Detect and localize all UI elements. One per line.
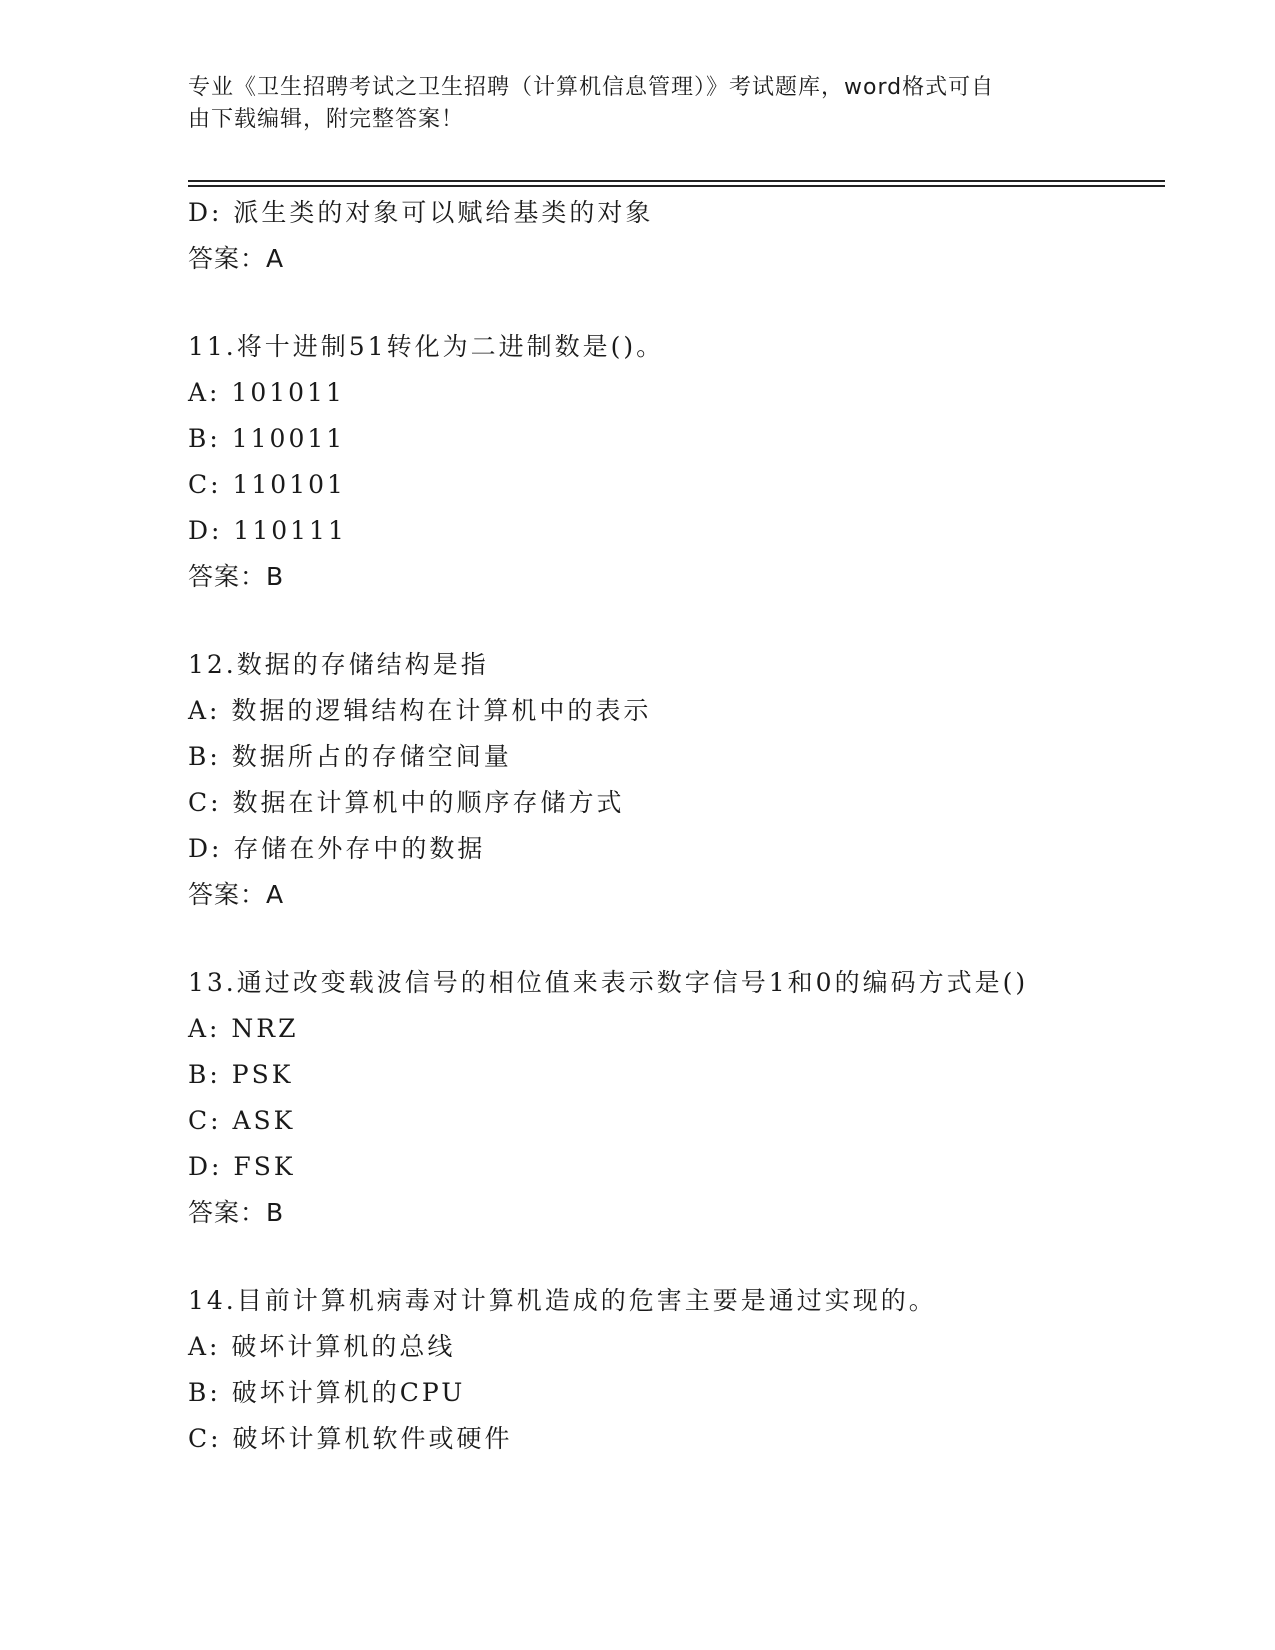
option-d: D: 110111 — [188, 516, 347, 545]
question-12 — [188, 642, 1168, 918]
header-divider — [188, 180, 1165, 182]
option-a: A: 破坏计算机的总线 — [188, 1332, 456, 1361]
option-b: B: PSK — [188, 1060, 294, 1089]
option-c: C: ASK — [188, 1106, 296, 1135]
answer-line: 答案：B — [188, 1198, 285, 1227]
question-11 — [188, 324, 1168, 600]
answer-line: 答案：A — [188, 880, 285, 909]
option-d: D: 存储在外存中的数据 — [188, 834, 486, 863]
option-d: D: 派生类的对象可以赋给基类的对象 — [188, 198, 654, 227]
answer-line: 答案：A — [188, 244, 285, 273]
option-b: B: 110011 — [188, 424, 346, 453]
option-b: B: 数据所占的存储空间量 — [188, 742, 512, 771]
header-line-2: 由下载编辑，附完整答案！ — [188, 107, 465, 132]
option-a: A: NRZ — [188, 1014, 299, 1043]
question-stem: 13.通过改变载波信号的相位值来表示数字信号1和0的编码方式是() — [188, 968, 1029, 997]
header-line-1: 专业《卫生招聘考试之卫生招聘（计算机信息管理）》考试题库，word格式可自 — [188, 75, 995, 100]
answer-line: 答案：B — [188, 562, 285, 591]
document-header — [188, 72, 1078, 136]
question-stem: 14.目前计算机病毒对计算机造成的危害主要是通过实现的。 — [188, 1286, 937, 1315]
header-divider — [188, 185, 1165, 187]
question-stem: 12.数据的存储结构是指 — [188, 650, 489, 679]
option-c: C: 110101 — [188, 470, 346, 499]
question-stem: 11.将十进制51转化为二进制数是()。 — [188, 332, 665, 361]
option-a: A: 数据的逻辑结构在计算机中的表示 — [188, 696, 652, 725]
option-c: C: 数据在计算机中的顺序存储方式 — [188, 788, 625, 817]
question-list — [188, 190, 1168, 1462]
option-b: B: 破坏计算机的CPU — [188, 1378, 466, 1407]
question-13 — [188, 960, 1168, 1236]
option-a: A: 101011 — [188, 378, 345, 407]
option-d: D: FSK — [188, 1152, 296, 1181]
option-c: C: 破坏计算机软件或硬件 — [188, 1424, 513, 1453]
question-14 — [188, 1278, 1168, 1462]
